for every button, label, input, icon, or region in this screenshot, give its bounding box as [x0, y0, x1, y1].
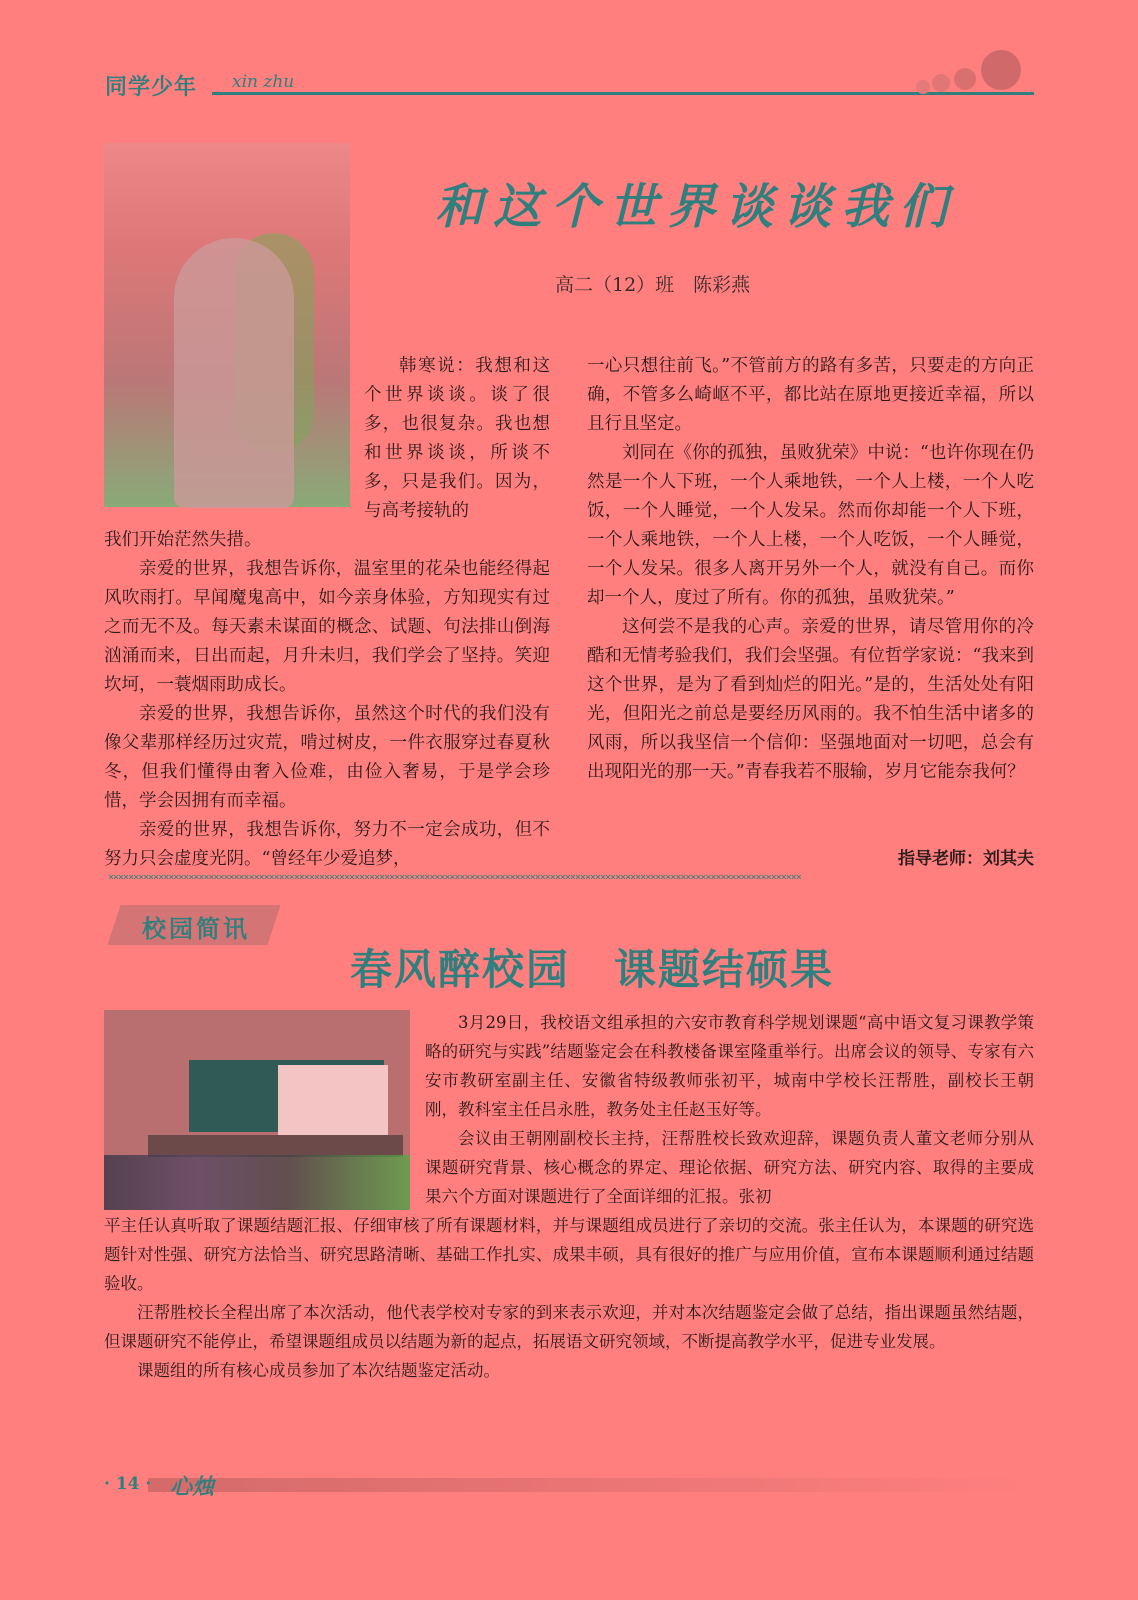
article-photo-girl	[104, 143, 350, 507]
photo-detail	[278, 1065, 388, 1135]
decor-dot	[932, 74, 950, 92]
article-column-right	[587, 352, 1034, 787]
paragraph: 这何尝不是我的心声。亲爱的世界，请尽管用你的冷酷和无情考验我们，我们会坚强。有位哲学家说：“我来到这个世界，是为了看到灿烂的阳光。”是的，生活处处有阳光，但阳光之前总是要经历风雨的。我不怕生活中诸多的风雨，所以我坚信一个信仰：坚强地面对一切吧，总会有出现阳光的那一天。”青春我若不服输，岁月它能奈我何？	[587, 617, 1034, 782]
article-column-left	[104, 526, 550, 874]
photo-detail	[148, 1135, 403, 1157]
paragraph: 汪帮胜校长全程出席了本次活动，他代表学校对专家的到来表示欢迎，并对本次结题鉴定会做了总结，指出课题虽然结题，但课题研究不能停止，希望课题组成员以结题为新的起点，拓展语文研究领域，不断提高教学水平，促进专业发展。	[104, 1303, 1034, 1351]
page-number: · 14 ·	[104, 1474, 152, 1494]
paragraph: 一心只想往前飞。”不管前方的路有多苦，只要走的方向正确，不管多么崎岖不平，都比站在原地更接近幸福，所以且行且坚定。	[587, 356, 1034, 434]
news-column-right	[425, 1008, 1034, 1211]
paragraph: 亲爱的世界，我想告诉你，温室里的花朵也能经得起风吹雨打。早闻魔鬼高中，如今亲身体验，方知现实有过之而无不及。每天素未谋面的概念、试题、句法排山倒海汹涌而来，日出而起，月升未归，我们学会了坚持。笑迎坎坷，一蓑烟雨助成长。	[104, 559, 550, 695]
decor-dot	[916, 80, 930, 94]
section-tag	[104, 901, 276, 945]
paragraph: 韩寒说：我想和这个世界谈谈。谈了很多，也很复杂。我也想和世界谈谈，所谈不多，只是我们。因为，与高考接轨的	[364, 356, 550, 521]
paragraph: 会议由王朝刚副校长主持，汪帮胜校长致欢迎辞，课题负责人董文老师分别从课题研究背景、核心概念的界定、理论依据、研究方法、研究内容、取得的主要成果六个方面对课题进行了全面详细的汇报。张初	[425, 1129, 1034, 1206]
paragraph: 课题组的所有核心成员参加了本次结题鉴定活动。	[137, 1361, 500, 1380]
article-byline: 高二（12）班 陈彩燕	[555, 274, 751, 296]
paragraph: 刘同在《你的孤独，虽败犹荣》中说：“也许你现在仍然是一个人下班，一个人乘地铁，一个人上楼，一个人吃饭，一个人睡觉，一个人发呆。然而你却能一个人下班，一个人乘地铁，一个人上楼，一个人吃饭，一个人睡觉，一个人发呆。很多人离开另外一个人，就没有自己。而你却一个人，度过了所有。你的孤独，虽败犹荣。”	[587, 443, 1034, 608]
meeting-photo	[104, 1010, 410, 1210]
decor-dot	[981, 50, 1021, 90]
photo-detail	[174, 238, 294, 508]
paragraph: 亲爱的世界，我想告诉你，虽然这个时代的我们没有像父辈那样经历过灾荒，啃过树皮，一件衣服穿过春夏秋冬，但我们懂得由奢入俭难，由俭入奢易，于是学会珍惜，学会因拥有而幸福。	[104, 704, 550, 811]
cross-divider: ××××××××××××××××××××××××××××××××××××××××××××××××××××××××××××××××××××××××××××××××××××××××××××××××××××××××××××××××××××××××××××××××××××××××××	[108, 874, 801, 882]
paragraph: 亲爱的世界，我想告诉你，努力不一定会成功，但不努力只会虚度光阴。“曾经年少爱追梦，	[104, 820, 550, 869]
news-title: 春风醉校园 课题结硕果	[350, 945, 835, 994]
footer-band	[148, 1478, 1034, 1492]
news-column-full	[104, 1211, 1034, 1385]
article-column-top	[364, 352, 550, 526]
article-title: 和这个世界谈谈我们	[435, 179, 958, 235]
section-header-title: 同学少年	[105, 75, 198, 100]
paragraph: 3月29日，我校语文组承担的六安市教育科学规划课题“高中语文复习课教学策略的研究与实践”结题鉴定会在科教楼备课室隆重举行。出席会议的领导、专家有六安市教研室副主任、安徽省特级教师张初平，城南中学校长汪帮胜，副校长王朝刚，教科室主任吕永胜，教务处主任赵玉好等。	[425, 1013, 1034, 1119]
publication-name: 心烛	[170, 1474, 215, 1500]
paragraph: 我们开始茫然失措。	[104, 530, 262, 550]
photo-detail	[104, 1155, 410, 1210]
decor-dot	[954, 68, 976, 90]
advisor-credit: 指导老师：刘其夫	[898, 849, 1034, 869]
header-rule	[212, 92, 1034, 95]
paragraph: 平主任认真听取了课题结题汇报、仔细审核了所有课题材料，并与课题组成员进行了亲切的交流。张主任认为，本课题的研究选题针对性强、研究方法恰当、研究思路清晰、基础工作扎实、成果丰硕，具有很好的推广与应用价值，宣布本课题顺利通过结题验收。	[104, 1216, 1034, 1293]
section-header-pinyin: xin zhu	[232, 72, 295, 92]
section-tag-label: 校园简讯	[142, 915, 250, 943]
